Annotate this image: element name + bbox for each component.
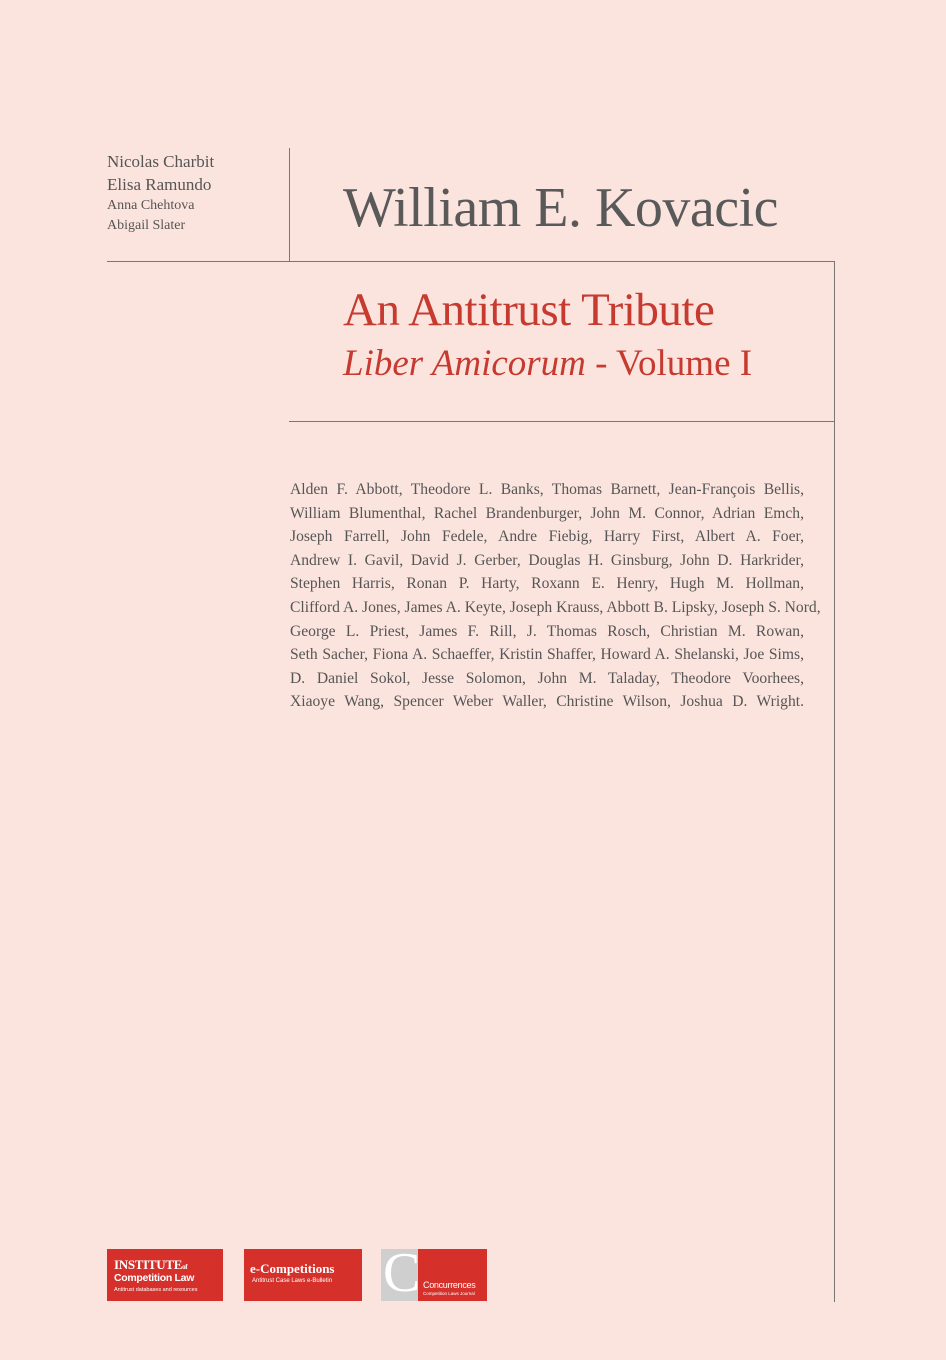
editor-name: Nicolas Charbit <box>107 152 215 171</box>
contributors-line: Xiaoye Wang, Spencer Weber Waller, Christine Wilson, Joshua D. Wright. <box>290 693 804 711</box>
divider-vertical <box>834 261 835 1302</box>
institute-competition-law-logo <box>107 1249 223 1301</box>
contributors-line: Joseph Farrell, John Fedele, Andre Fiebig, Harry First, Albert A. Foer, <box>290 528 804 546</box>
contributors-line: Clifford A. Jones, James A. Keyte, Joseph Krauss, Abbott B. Lipsky, Joseph S. Nord, <box>290 598 821 616</box>
logo-text: e-Competitions <box>250 1261 335 1276</box>
editor-name: Abigail Slater <box>107 218 186 233</box>
subtitle-volume: - Volume I <box>585 343 753 384</box>
logo-text: Competition Law <box>114 1272 195 1284</box>
divider-horizontal <box>107 261 835 262</box>
book-subtitle <box>343 345 752 382</box>
logo-tagline: Antitrust Case Laws e-Bulletin <box>252 1278 333 1284</box>
logo-text: INSTITUTEof <box>114 1257 188 1272</box>
e-competitions-logo <box>244 1249 362 1301</box>
contributors-list <box>290 478 821 714</box>
editor-name: Anna Chehtova <box>107 198 195 213</box>
logo-tagline: Antitrust databases and resources <box>114 1287 198 1293</box>
contributors-line: George L. Priest, James F. Rill, J. Thomas Rosch, Christian M. Rowan, <box>290 622 804 640</box>
divider-horizontal <box>289 421 835 422</box>
logo-text: Concurrences <box>423 1280 476 1290</box>
contributors-line: Stephen Harris, Ronan P. Harty, Roxann E. Henry, Hugh M. Hollman, <box>290 575 804 593</box>
subtitle-italic: Liber Amicorum <box>343 343 586 384</box>
contributors-line: Alden F. Abbott, Theodore L. Banks, Thomas Barnett, Jean-François Bellis, <box>290 481 804 498</box>
honoree-name: William E. Kovacic <box>343 177 779 239</box>
concurrences-c-icon: C <box>383 1249 421 1301</box>
contributors-line: William Blumenthal, Rachel Brandenburger, John M. Connor, Adrian Emch, <box>290 504 804 522</box>
logo-tagline: Competition Laws Journal <box>423 1291 475 1296</box>
contributors-line: Andrew I. Gavil, David J. Gerber, Douglas H. Ginsburg, John D. Harkrider, <box>290 551 804 569</box>
editor-name: Elisa Ramundo <box>107 175 212 194</box>
contributors-line: Seth Sacher, Fiona A. Schaeffer, Kristin Shaffer, Howard A. Shelanski, Joe Sims, <box>290 646 804 664</box>
editors <box>107 153 214 239</box>
contributors-line: D. Daniel Sokol, Jesse Solomon, John M. Taladay, Theodore Voorhees, <box>290 669 804 687</box>
divider-vertical <box>289 148 290 261</box>
concurrences-logo <box>381 1249 487 1301</box>
book-title: An Antitrust Tribute <box>343 284 715 336</box>
